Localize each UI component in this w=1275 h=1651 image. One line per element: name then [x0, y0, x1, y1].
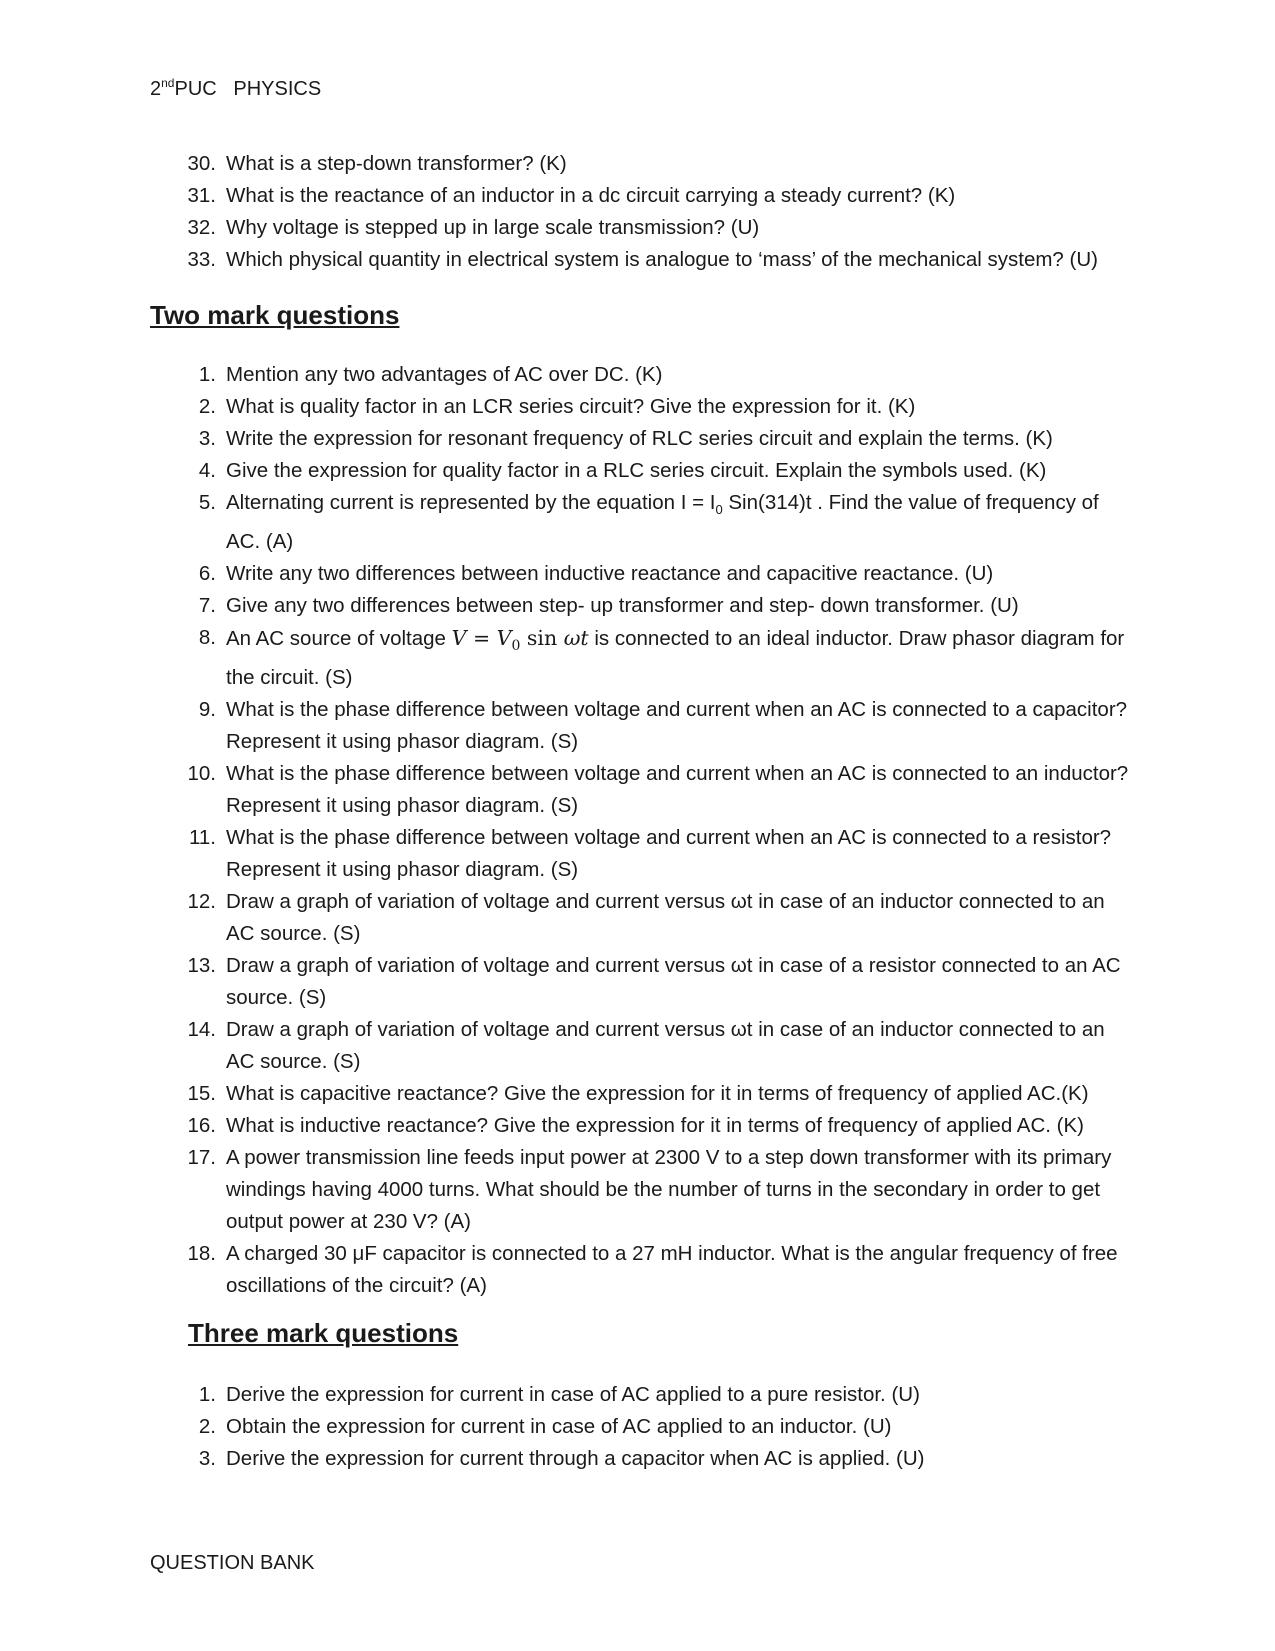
question-number: 1.: [198, 363, 216, 386]
question-text: What is the phase difference between voltage and current when an AC is connected to a resistor? Represent it using phasor diagram. (S): [226, 826, 1112, 882]
question-text: Derive the expression for current through a capacitor when AC is applied. (U): [226, 1447, 925, 1470]
question-text: What is inductive reactance? Give the expression for it in terms of frequency of applied AC. (K): [226, 1114, 1084, 1138]
question-text: Alternating current is represented by the equation I = I: [226, 491, 716, 514]
question-text: What is the phase difference between voltage and current when an AC is connected to a capacitor? Represent it using phasor diagram. (S): [226, 698, 1128, 754]
question-number: 15.: [187, 1082, 216, 1106]
one-mark-questions-list: [150, 148, 1130, 276]
question-text: Give any two differences between step- up transformer and step- down transformer. (U): [226, 594, 1019, 618]
question-text: A charged 30 μF capacitor is connected to a 27 mH inductor. What is the angular frequency of free oscillations of the circuit? (A): [226, 1242, 1118, 1298]
list-item: [150, 148, 1130, 180]
question-number: 18.: [187, 1242, 216, 1266]
question-number: 2.: [198, 395, 216, 418]
list-item: [150, 1443, 1130, 1475]
question-text: Give the expression for quality factor in a RLC series circuit. Explain the symbols used. (K): [226, 459, 1047, 482]
equation-part: sin: [520, 626, 564, 651]
question-text: What is a step-down transformer? (K): [226, 152, 567, 175]
question-number: 32.: [187, 216, 216, 239]
question-text: An AC source of voltage: [226, 627, 452, 651]
list-item: [150, 1142, 1130, 1238]
question-text: is connected to an ideal inductor. Draw phasor diagram for the circuit. (S): [226, 627, 1125, 690]
two-mark-questions-list: [150, 359, 1130, 1302]
list-item: [150, 180, 1130, 212]
question-number: 10.: [187, 762, 216, 786]
list-item: [150, 694, 1130, 758]
question-number: 7.: [198, 594, 216, 618]
list-item: [150, 212, 1130, 244]
question-text: Why voltage is stepped up in large scale transmission? (U): [226, 216, 760, 239]
question-number: 17.: [187, 1146, 216, 1170]
list-item: [150, 622, 1130, 694]
question-text: Mention any two advantages of AC over DC. (K): [226, 363, 663, 386]
question-text: Which physical quantity in electrical system is analogue to ‘mass’ of the mechanical system? (U): [226, 248, 1098, 271]
question-number: 3.: [198, 1447, 216, 1470]
question-text: Draw a graph of variation of voltage and current versus ωt in case of an inductor connected to an AC source. (S): [226, 1018, 1105, 1074]
question-number: 4.: [198, 459, 216, 482]
question-number: 9.: [198, 698, 216, 722]
question-text: What is capacitive reactance? Give the expression for it in terms of frequency of applied AC.(K): [226, 1082, 1089, 1106]
question-number: 33.: [187, 248, 216, 271]
three-mark-heading: Three mark questions: [188, 1318, 459, 1348]
list-item: [150, 1411, 1130, 1443]
list-item: [150, 423, 1130, 455]
subscript: 0: [715, 502, 723, 518]
question-text: What is quality factor in an LCR series circuit? Give the expression for it. (K): [226, 395, 916, 418]
question-number: 11.: [189, 826, 216, 850]
question-number: 1.: [198, 1383, 216, 1406]
question-number: 16.: [187, 1114, 216, 1138]
header-ordinal: 2: [150, 78, 162, 100]
equation-part: V = V: [451, 626, 512, 651]
question-number: 2.: [198, 1415, 216, 1438]
list-item: [150, 558, 1130, 590]
list-item: [150, 1014, 1130, 1078]
question-text: A power transmission line feeds input power at 2300 V to a step down transformer with its primary windings having 4000 turns. What should be the number of turns in the secondary in order to get output power at 230 V? (A): [226, 1146, 1112, 1234]
two-mark-heading: Two mark questions: [150, 300, 400, 330]
list-item: [150, 1110, 1130, 1142]
question-number: 6.: [198, 562, 216, 586]
list-item: [150, 886, 1130, 950]
list-item: [150, 244, 1130, 276]
list-item: [150, 950, 1130, 1014]
question-text: Write any two differences between inductive reactance and capacitive reactance. (U): [226, 562, 994, 586]
equation-part: ωt: [563, 626, 589, 651]
question-number: 13.: [187, 954, 216, 978]
list-item: [150, 487, 1130, 558]
question-text: Draw a graph of variation of voltage and current versus ωt in case of a resistor connected to an AC source. (S): [226, 954, 1121, 1010]
question-text: What is the reactance of an inductor in a dc circuit carrying a steady current? (K): [226, 184, 956, 207]
question-text: Obtain the expression for current in case of AC applied to an inductor. (U): [226, 1415, 892, 1438]
question-number: 8.: [198, 626, 216, 650]
list-item: [150, 455, 1130, 487]
header-title: PUC PHYSICS: [174, 78, 322, 100]
question-number: 31.: [187, 184, 216, 207]
list-item: [150, 391, 1130, 423]
question-text: Derive the expression for current in case of AC applied to a pure resistor. (U): [226, 1383, 920, 1406]
question-number: 14.: [187, 1018, 216, 1042]
equation: [451, 626, 589, 655]
header-ordinal-suffix: nd: [161, 76, 175, 90]
question-number: 3.: [198, 427, 216, 450]
question-text: Draw a graph of variation of voltage and current versus ωt in case of an inductor connected to an AC source. (S): [226, 890, 1105, 946]
question-text: What is the phase difference between voltage and current when an AC is connected to an inductor? Represent it using phasor diagram. (S): [226, 762, 1129, 818]
question-text: Write the expression for resonant frequency of RLC series circuit and explain the terms. (K): [226, 427, 1053, 450]
list-item: [150, 1238, 1130, 1302]
three-mark-questions-list: [150, 1379, 1130, 1475]
page-header: [150, 76, 321, 101]
list-item: [150, 590, 1130, 622]
list-item: [150, 359, 1130, 391]
list-item: [150, 758, 1130, 822]
list-item: [150, 822, 1130, 886]
subscript: 0: [511, 638, 521, 655]
question-text: Sin(314)t . Find the value of frequency of AC. (A): [226, 491, 1099, 554]
question-number: 12.: [187, 890, 216, 914]
page-footer: QUESTION BANK: [150, 1552, 315, 1574]
list-item: [150, 1078, 1130, 1110]
question-number: 30.: [187, 152, 216, 175]
list-item: [150, 1379, 1130, 1411]
question-number: 5.: [198, 491, 216, 514]
